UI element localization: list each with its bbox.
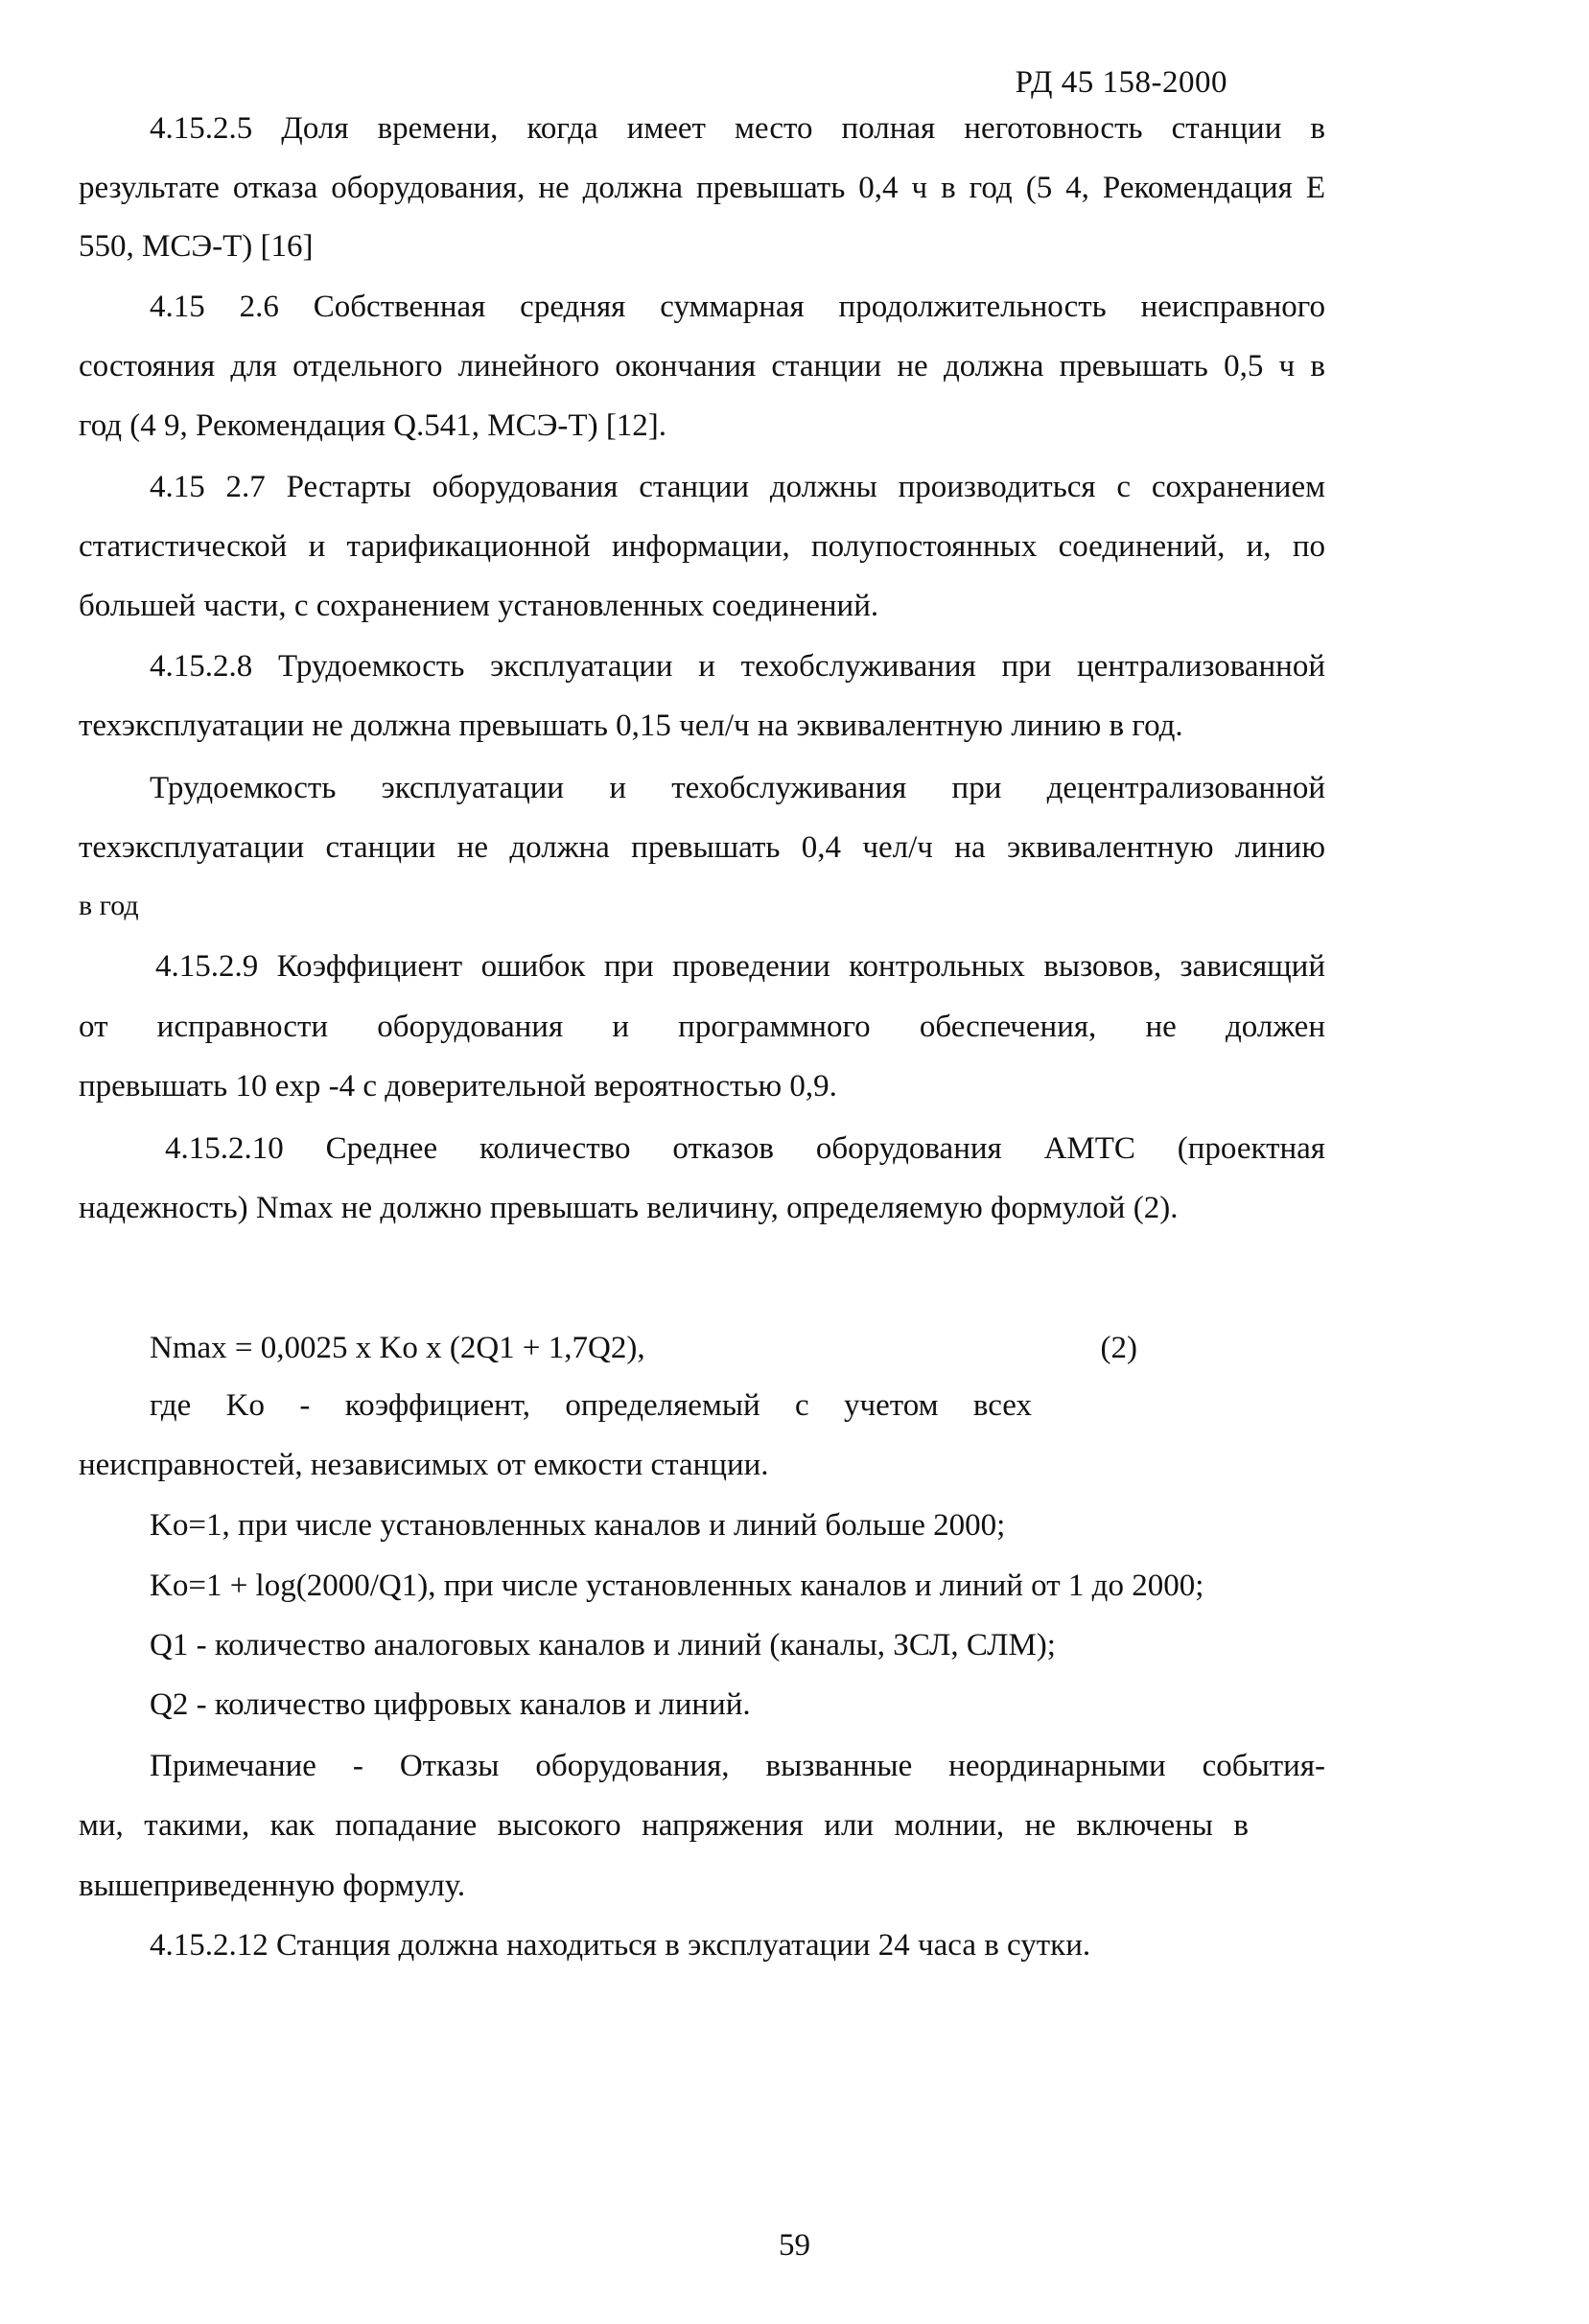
para-decentralized-line-1: Трудоемкость эксплуатации и техобслуживания при децентрализованной xyxy=(150,771,1325,805)
para-4-15-2-5-line-3: 550, МСЭ-Т) [16] xyxy=(79,229,314,264)
para-4-15-2-7-line-1: 4.15 2.7 Рестарты оборудования станции должны производиться с сохранением xyxy=(150,470,1325,504)
page-number: 59 xyxy=(779,2228,810,2263)
formula-where-line-1: где Ko - коэффициент, определяемый с учетом всех xyxy=(150,1388,1032,1423)
definition-ko-over-2000: Ko=1, при числе установленных каналов и линий больше 2000; xyxy=(150,1508,1006,1543)
para-4-15-2-5-line-2: результате отказа оборудования, не должна превышать 0,4 ч в год (5 4, Рекомендация Е xyxy=(79,171,1325,205)
para-4-15-2-9-line-2: от исправности оборудования и программного обеспечения, не должен xyxy=(79,1010,1325,1044)
para-4-15-2-6-line-1: 4.15 2.6 Собственная средняя суммарная продолжительность неисправного xyxy=(150,290,1325,324)
para-decentralized-line-3: в год xyxy=(79,890,139,921)
para-4-15-2-9-line-3: превышать 10 exp -4 с доверительной вероятностью 0,9. xyxy=(79,1069,837,1104)
definition-q1: Q1 - количество аналоговых каналов и линий (каналы, ЗСЛ, СЛМ); xyxy=(150,1628,1056,1662)
formula-where-line-2: неисправностей, независимых от емкости станции. xyxy=(79,1448,769,1482)
para-4-15-2-8-line-1: 4.15.2.8 Трудоемкость эксплуатации и техобслуживания при централизованной xyxy=(150,649,1325,684)
para-4-15-2-7-line-3: большей части, с сохранением установленных соединений. xyxy=(79,589,879,623)
formula-number: (2) xyxy=(1100,1331,1137,1365)
para-4-15-2-6-line-3: год (4 9, Рекомендация Q.541, МСЭ-Т) [12]. xyxy=(79,408,667,443)
para-4-15-2-10-line-1: 4.15.2.10 Среднее количество отказов оборудования АМТС (проектная xyxy=(165,1131,1325,1166)
para-4-15-2-7-line-2: статистической и тарификационной информации, полупостоянных соединений, и, по xyxy=(79,529,1325,564)
formula-nmax xyxy=(150,1331,1137,1366)
para-4-15-2-9-line-1: 4.15.2.9 Коэффициент ошибок при проведении контрольных вызовов, зависящий xyxy=(155,949,1325,984)
para-4-15-2-5-line-1: 4.15.2.5 Доля времени, когда имеет место полная неготовность станции в xyxy=(150,111,1325,146)
definition-q2: Q2 - количество цифровых каналов и линий. xyxy=(150,1687,751,1722)
para-decentralized-line-2: техэксплуатации станции не должна превышать 0,4 чел/ч на эквивалентную линию xyxy=(79,830,1325,865)
para-4-15-2-8-line-2: техэксплуатации не должна превышать 0,15 чел/ч на эквивалентную линию в год. xyxy=(79,709,1183,743)
para-4-15-2-12: 4.15.2.12 Станция должна находиться в эксплуатации 24 часа в сутки. xyxy=(150,1928,1091,1963)
note-line-2: ми, такими, как попадание высокого напряжения или молнии, не включены в xyxy=(79,1808,1249,1843)
definition-ko-log: Ko=1 + log(2000/Q1), при числе установленных каналов и линий от 1 до 2000; xyxy=(150,1569,1204,1603)
formula-expression: Nmax = 0,0025 x Ko x (2Q1 + 1,7Q2), xyxy=(150,1331,645,1365)
para-4-15-2-6-line-2: состояния для отдельного линейного окончания станции не должна превышать 0,5 ч в xyxy=(79,349,1325,383)
para-4-15-2-10-line-2: надежность) Nmax не должно превышать величину, определяемую формулой (2). xyxy=(79,1191,1179,1225)
note-line-3: вышеприведенную формулу. xyxy=(79,1869,466,1903)
document-code-header: РД 45 158-2000 xyxy=(1015,65,1227,100)
note-line-1: Примечание - Отказы оборудования, вызванные неординарными события- xyxy=(150,1749,1325,1783)
